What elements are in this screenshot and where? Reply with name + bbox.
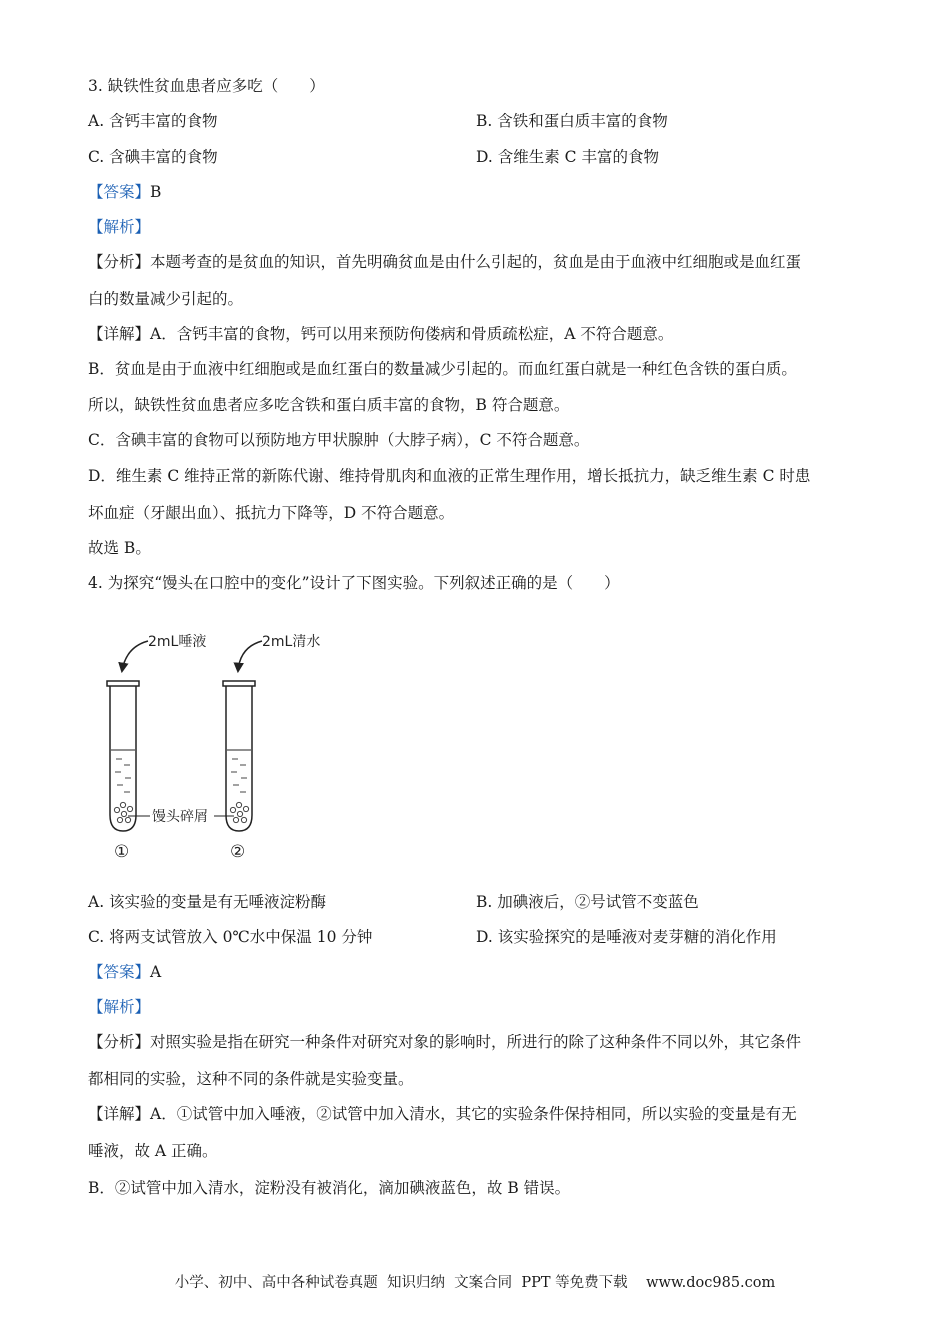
q4-stem: 4. 为探究“馒头在口腔中的变化”设计了下图实验。下列叙述正确的是（ ） <box>88 574 620 592</box>
q4-option-d: D. 该实验探究的是唾液对麦芽糖的消化作用 <box>476 928 777 946</box>
label-bread-crumbs: 馒头碎屑 <box>152 809 208 825</box>
q4-detail-2: 唾液，故 A 正确。 <box>88 1142 218 1160</box>
answer-tag: 【答案】 <box>88 963 151 981</box>
q3-option-b: B. 含铁和蛋白质丰富的食物 <box>476 112 668 130</box>
fenxi-tag: 【分析】 <box>88 1033 151 1051</box>
test-tube-1 <box>107 681 139 831</box>
q3-detail-5: D．维生素 C 维持正常的新陈代谢、维持骨肌肉和血液的正常生理作用，增长抵抗力，缺乏维生素 C 时患 <box>88 467 811 485</box>
answer-value: B <box>150 183 162 201</box>
q3-answer <box>88 182 161 202</box>
tube-number-2: ② <box>230 842 246 862</box>
q3-detail-4: C．含碘丰富的食物可以预防地方甲状腺肿（大脖子病），C 不符合题意。 <box>88 431 590 449</box>
arrow-water <box>238 641 262 671</box>
q3-option-c: C. 含碘丰富的食物 <box>88 148 218 166</box>
q4-option-a: A. 该实验的变量是有无唾液淀粉酶 <box>88 893 327 911</box>
answer-value: A <box>150 963 162 981</box>
q3-stem: 3. 缺铁性贫血患者应多吃（ ） <box>88 77 325 95</box>
label-water: 2mL清水 <box>262 634 321 650</box>
footer-site-link[interactable]: www.doc985.com <box>646 1275 776 1291</box>
answer-tag: 【答案】 <box>88 183 151 201</box>
q3-detail-3: 所以，缺铁性贫血患者应多吃含铁和蛋白质丰富的食物，B 符合题意。 <box>88 396 570 414</box>
arrow-saliva <box>122 641 148 671</box>
q3-analysis-tag: 【解析】 <box>88 218 151 236</box>
footer-text: 小学、初中、高中各种试卷真题 知识归纳 文案合同 PPT 等免费下载 <box>174 1275 628 1291</box>
detail-text: A．含钙丰富的食物，钙可以用来预防佝偻病和骨质疏松症，A 不符合题意。 <box>150 325 674 343</box>
fenxi-tag: 【分析】 <box>88 253 151 271</box>
fenxi-text: 对照实验是指在研究一种条件对研究对象的影响时，所进行的除了这种条件不同以外，其它条件 <box>150 1033 802 1051</box>
q4-fenxi-1 <box>88 1032 801 1052</box>
q4-fenxi-2: 都相同的实验，这种不同的条件就是实验变量。 <box>88 1070 414 1088</box>
q4-detail-1 <box>88 1104 797 1124</box>
q3-detail-6: 坏血症（牙龈出血）、抵抗力下降等，D 不符合题意。 <box>88 504 455 522</box>
q3-detail-2: B．贫血是由于血液中红细胞或是血红蛋白的数量减少引起的。而血红蛋白就是一种红色含铁的蛋白质。 <box>88 360 797 378</box>
page-footer <box>0 1271 950 1292</box>
xiangjie-tag: 【详解】 <box>88 325 151 343</box>
test-tube-2 <box>223 681 255 831</box>
experiment-figure <box>100 625 360 865</box>
q3-option-d: D. 含维生素 C 丰富的食物 <box>476 148 659 166</box>
tube-number-1: ① <box>114 842 130 862</box>
q3-detail-1 <box>88 324 673 344</box>
q3-option-a: A. 含钙丰富的食物 <box>88 112 218 130</box>
q4-detail-3: B．②试管中加入清水，淀粉没有被消化，滴加碘液蓝色，故 B 错误。 <box>88 1179 571 1197</box>
q3-conclusion: 故选 B。 <box>88 539 151 557</box>
q3-fenxi-2: 白的数量减少引起的。 <box>88 290 244 308</box>
q3-fenxi-1 <box>88 252 801 272</box>
detail-text: A．①试管中加入唾液，②试管中加入清水，其它的实验条件保持相同，所以实验的变量是有无 <box>150 1105 797 1123</box>
q4-option-b: B. 加碘液后，②号试管不变蓝色 <box>476 893 699 911</box>
label-saliva: 2mL唾液 <box>148 634 207 650</box>
q4-answer <box>88 962 161 982</box>
fenxi-text: 本题考查的是贫血的知识，首先明确贫血是由什么引起的，贫血是由于血液中红细胞或是血红蛋 <box>150 253 802 271</box>
xiangjie-tag: 【详解】 <box>88 1105 151 1123</box>
q4-option-c: C. 将两支试管放入 0℃水中保温 10 分钟 <box>88 928 373 946</box>
q4-analysis-tag: 【解析】 <box>88 998 151 1016</box>
